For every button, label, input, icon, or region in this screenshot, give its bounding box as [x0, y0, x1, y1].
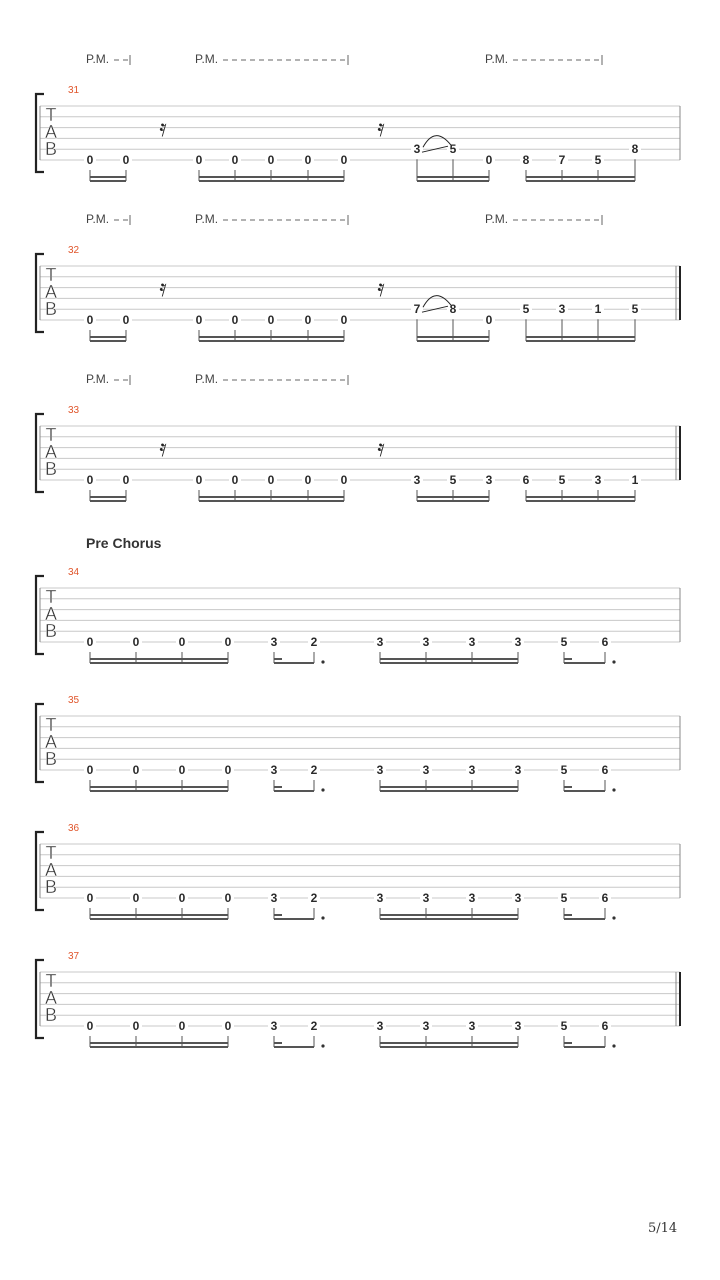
bar-number: 34 — [68, 567, 80, 578]
fret-number: 0 — [86, 313, 94, 327]
fret-number: 3 — [468, 891, 476, 905]
fret-number: 0 — [132, 635, 140, 649]
fret-number: 0 — [304, 153, 312, 167]
tab-clef-letter: A — [44, 732, 58, 752]
fret-number: 3 — [270, 635, 278, 649]
fret-number: 3 — [514, 635, 522, 649]
fret-number: 1 — [631, 473, 639, 487]
fret-number: 0 — [485, 153, 493, 167]
tab-clef-letter: T — [45, 105, 57, 125]
tab-clef-letter: B — [44, 877, 58, 897]
tab-clef-letter: A — [44, 604, 58, 624]
page-number: 5/14 — [648, 1221, 678, 1236]
fret-number: 0 — [304, 313, 312, 327]
fret-number: 2 — [310, 891, 318, 905]
tab-clef-letter: B — [44, 299, 58, 319]
fret-number: 0 — [195, 153, 203, 167]
fret-number: 0 — [86, 1019, 94, 1033]
dot — [321, 788, 324, 791]
tab-clef-letter: A — [44, 282, 58, 302]
fret-number: 3 — [376, 763, 384, 777]
palm-mute-label: P.M. — [195, 52, 219, 66]
rest-symbol: 𝄿 — [159, 114, 167, 142]
fret-number: 7 — [558, 153, 566, 167]
fret-number: 0 — [132, 1019, 140, 1033]
fret-number: 0 — [224, 891, 232, 905]
fret-number: 3 — [413, 473, 421, 487]
fret-number: 0 — [178, 891, 186, 905]
fret-number: 3 — [376, 891, 384, 905]
dot — [612, 916, 615, 919]
fret-number: 6 — [522, 473, 530, 487]
fret-number: 0 — [267, 473, 275, 487]
fret-number: 0 — [132, 763, 140, 777]
fret-number: 3 — [514, 891, 522, 905]
fret-number: 3 — [376, 635, 384, 649]
tab-clef-letter: A — [44, 988, 58, 1008]
fret-number: 5 — [560, 1019, 568, 1033]
tab-clef-letter: T — [45, 843, 57, 863]
fret-number: 5 — [449, 473, 457, 487]
fret-number: 2 — [310, 635, 318, 649]
tab-clef-letter: B — [44, 749, 58, 769]
fret-number: 3 — [468, 635, 476, 649]
tab-clef-letter: T — [45, 971, 57, 991]
fret-number: 0 — [340, 313, 348, 327]
palm-mute-label: P.M. — [86, 52, 110, 66]
fret-number: 5 — [560, 635, 568, 649]
fret-number: 0 — [224, 635, 232, 649]
dot — [612, 788, 615, 791]
fret-number: 3 — [270, 1019, 278, 1033]
slur-arc — [423, 136, 451, 148]
fret-number: 5 — [594, 153, 602, 167]
dot — [612, 660, 615, 663]
palm-mute-label: P.M. — [485, 212, 509, 226]
fret-number: 8 — [631, 142, 639, 157]
fret-number: 0 — [340, 473, 348, 487]
rest-symbol: 𝄿 — [377, 274, 385, 302]
fret-number: 0 — [122, 313, 130, 327]
fret-number: 0 — [231, 473, 239, 487]
fret-number: 8 — [449, 302, 457, 317]
fret-number: 3 — [514, 1019, 522, 1033]
palm-mute-label: P.M. — [485, 52, 509, 66]
fret-number: 5 — [449, 142, 457, 157]
dot — [321, 1044, 324, 1047]
fret-number: 2 — [310, 1019, 318, 1033]
fret-number: 0 — [132, 891, 140, 905]
fret-number: 0 — [231, 313, 239, 327]
fret-number: 3 — [468, 1019, 476, 1033]
fret-number: 0 — [304, 473, 312, 487]
tab-clef-letter: B — [44, 139, 58, 159]
fret-number: 0 — [86, 153, 94, 167]
fret-number: 0 — [178, 763, 186, 777]
fret-number: 5 — [560, 763, 568, 777]
fret-number: 0 — [122, 473, 130, 487]
rest-symbol: 𝄿 — [159, 434, 167, 462]
fret-number: 5 — [558, 473, 566, 487]
palm-mute-label: P.M. — [195, 212, 219, 226]
fret-number: 0 — [267, 313, 275, 327]
palm-mute-label: P.M. — [86, 212, 110, 226]
fret-number: 0 — [86, 635, 94, 649]
fret-number: 6 — [601, 891, 609, 905]
fret-number: 5 — [522, 302, 530, 317]
fret-number: 3 — [413, 142, 421, 157]
bar-number: 33 — [68, 405, 80, 416]
fret-number: 3 — [270, 891, 278, 905]
rest-symbol: 𝄿 — [159, 274, 167, 302]
fret-number: 3 — [468, 763, 476, 777]
fret-number: 0 — [86, 763, 94, 777]
dot — [321, 916, 324, 919]
tab-clef-letter: A — [44, 860, 58, 880]
fret-number: 6 — [601, 635, 609, 649]
tab-clef-letter: T — [45, 265, 57, 285]
fret-number: 7 — [413, 302, 421, 317]
rest-symbol: 𝄿 — [377, 114, 385, 142]
fret-number: 0 — [86, 891, 94, 905]
fret-number: 0 — [178, 1019, 186, 1033]
fret-number: 3 — [422, 763, 430, 777]
tab-clef-letter: B — [44, 459, 58, 479]
fret-number: 0 — [178, 635, 186, 649]
dot — [321, 660, 324, 663]
fret-number: 6 — [601, 1019, 609, 1033]
fret-number: 0 — [340, 153, 348, 167]
fret-number: 3 — [485, 473, 493, 487]
tab-clef-letter: T — [45, 715, 57, 735]
fret-number: 0 — [267, 153, 275, 167]
fret-number: 5 — [560, 891, 568, 905]
rest-symbol: 𝄿 — [377, 434, 385, 462]
dot — [612, 1044, 615, 1047]
tab-clef-letter: B — [44, 1005, 58, 1025]
fret-number: 3 — [422, 891, 430, 905]
tab-clef-letter: A — [44, 442, 58, 462]
bar-number: 32 — [68, 245, 80, 256]
tab-clef-letter: T — [45, 587, 57, 607]
section-title: Pre Chorus — [86, 535, 162, 551]
bar-number: 31 — [68, 85, 80, 96]
fret-number: 8 — [522, 153, 530, 167]
fret-number: 3 — [376, 1019, 384, 1033]
fret-number: 6 — [601, 763, 609, 777]
fret-number: 3 — [558, 302, 566, 317]
tab-clef-letter: B — [44, 621, 58, 641]
tab-clef-letter: T — [45, 425, 57, 445]
fret-number: 3 — [422, 635, 430, 649]
fret-number: 3 — [270, 763, 278, 777]
fret-number: 0 — [122, 153, 130, 167]
slur-arc — [423, 296, 451, 308]
bar-number: 37 — [68, 951, 80, 962]
fret-number: 3 — [514, 763, 522, 777]
fret-number: 0 — [224, 763, 232, 777]
fret-number: 3 — [422, 1019, 430, 1033]
palm-mute-label: P.M. — [86, 372, 110, 386]
fret-number: 0 — [195, 313, 203, 327]
bar-number: 36 — [68, 823, 80, 834]
tab-clef-letter: A — [44, 122, 58, 142]
fret-number: 0 — [485, 313, 493, 327]
fret-number: 1 — [594, 302, 602, 317]
fret-number: 0 — [195, 473, 203, 487]
fret-number: 2 — [310, 763, 318, 777]
bar-number: 35 — [68, 695, 80, 706]
fret-number: 3 — [594, 473, 602, 487]
fret-number: 0 — [224, 1019, 232, 1033]
fret-number: 0 — [86, 473, 94, 487]
palm-mute-label: P.M. — [195, 372, 219, 386]
fret-number: 0 — [231, 153, 239, 167]
fret-number: 5 — [631, 302, 639, 317]
